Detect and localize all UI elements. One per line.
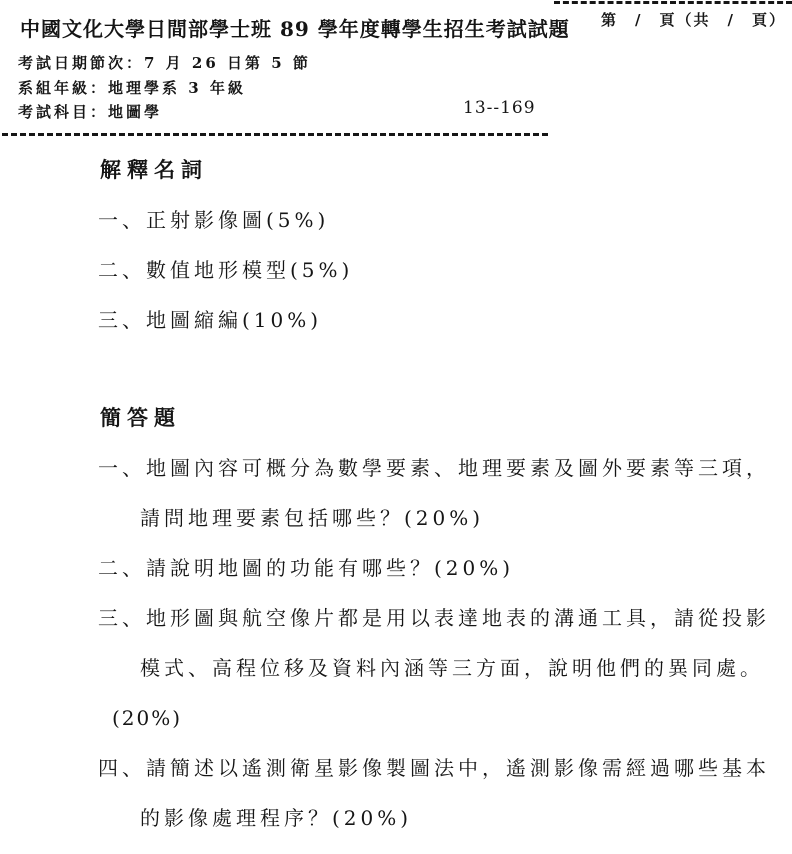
header-separator-dashed-line [2,133,548,136]
question-line: 四、請簡述以遙測衛星影像製圖法中，遙測影像需經過哪些基本 [98,756,770,780]
exam-date-session: 考試日期節次：7 月 26 日第 5 節 [18,54,311,72]
question-line: 三、地形圖與航空像片都是用以表達地表的溝通工具，請從投影 [98,606,770,630]
paper-code: 13--169 [463,98,536,118]
question-line-continuation: 的影像處理程序？(20%) [140,806,413,830]
question-line-continuation: (20%) [112,706,183,730]
exam-body [0,145,792,843]
top-edge-dashed-line [554,1,792,4]
question-line-continuation: 請問地理要素包括哪些？(20%) [140,506,485,530]
section-heading-term-definitions: 解釋名詞 [100,157,208,182]
question-line: 一、地圖內容可概分為數學要素、地理要素及圖外要素等三項， [98,456,770,480]
question-line: 二、數值地形模型(5%) [98,258,354,282]
section-heading-short-answer: 簡答題 [100,405,181,430]
exam-title: 中國文化大學日間部學士班 89 學年度轉學生招生考試試題 [20,17,570,41]
question-line-continuation: 模式、高程位移及資料內涵等三方面，說明他們的異同處。 [140,656,764,680]
question-line: 三、地圖縮編(10%) [98,308,323,332]
question-line: 二、請說明地圖的功能有哪些？(20%) [98,556,515,580]
page-number-indicator: 第 / 頁（共 / 頁） [601,11,786,29]
exam-subject: 考試科目：地圖學 [18,103,163,121]
question-line: 一、正射影像圖(5%) [98,208,330,232]
department-year: 系組年級：地理學系 3 年級 [18,79,246,97]
